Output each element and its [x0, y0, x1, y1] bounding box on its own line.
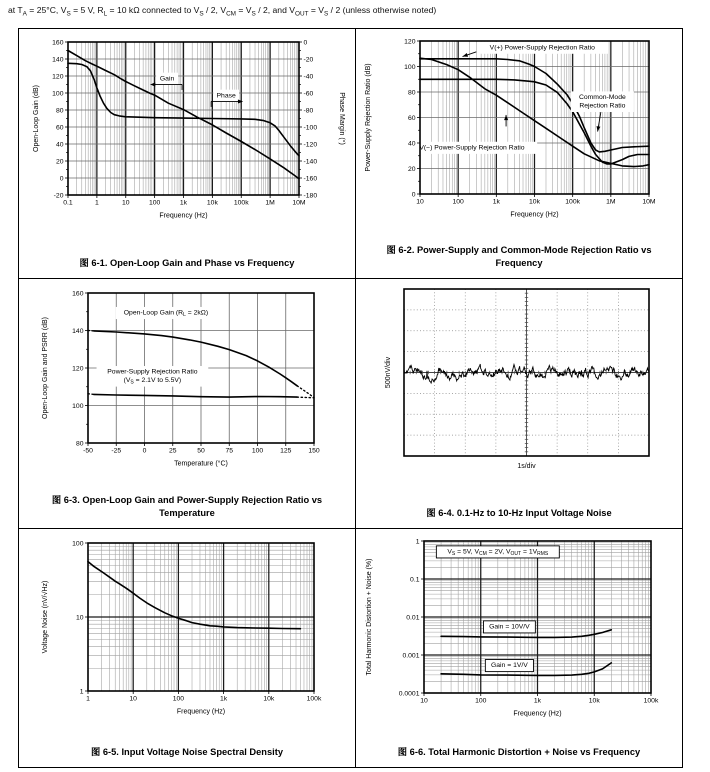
figures-row-2 — [19, 279, 682, 529]
svg-text:10: 10 — [75, 614, 84, 622]
svg-text:160: 160 — [72, 290, 84, 298]
svg-text:1: 1 — [94, 199, 99, 207]
svg-text:10: 10 — [416, 198, 424, 206]
svg-text:10k: 10k — [263, 695, 275, 703]
svg-text:140: 140 — [72, 327, 84, 335]
svg-text:-120: -120 — [303, 141, 318, 149]
y-axis-label: Open-Loop Gain (dB) — [33, 85, 40, 152]
svg-text:100: 100 — [452, 198, 464, 206]
x-axis-label: Temperature (°C) — [174, 460, 228, 468]
plot-figure-6-5 — [41, 540, 322, 715]
svg-text:100: 100 — [72, 540, 84, 548]
svg-text:60: 60 — [407, 114, 416, 122]
figure-cell-6-4 — [356, 279, 682, 528]
plot-figure-6-3 — [42, 290, 320, 467]
svg-text:Gain = 1V/V: Gain = 1V/V — [490, 662, 528, 670]
svg-text:160: 160 — [52, 39, 64, 47]
svg-text:-80: -80 — [303, 107, 314, 115]
svg-text:100: 100 — [251, 447, 264, 455]
svg-text:0.1: 0.1 — [410, 576, 420, 584]
svg-text:Phase: Phase — [216, 92, 236, 100]
x-axis-label: Frequency (Hz) — [176, 708, 226, 716]
svg-text:Common-Mode: Common-Mode — [578, 94, 626, 102]
svg-text:120: 120 — [52, 73, 64, 81]
svg-text:Open-Loop Gain (RL = 2kΩ): Open-Loop Gain $(R_L = 2k\Omega)$ — [123, 309, 209, 319]
svg-text:1k: 1k — [220, 695, 228, 703]
figure-cell-6-1 — [19, 29, 356, 278]
svg-text:1: 1 — [79, 688, 84, 696]
svg-text:140: 140 — [52, 56, 64, 64]
svg-text:80: 80 — [407, 89, 416, 97]
svg-text:-50: -50 — [83, 447, 93, 455]
figure-cell-6-3 — [19, 279, 356, 528]
figure-caption-6-1: 图 6-1. Open-Loop Gain and Phase vs Frequency — [79, 257, 295, 268]
y-axis-label: Power-Supply Rejection Ratio (dB) — [365, 63, 372, 172]
svg-text:1: 1 — [86, 695, 90, 703]
chart-6-3 — [19, 279, 356, 484]
svg-text:150: 150 — [308, 447, 320, 455]
svg-text:25: 25 — [168, 447, 177, 455]
svg-text:100: 100 — [72, 402, 84, 410]
figure-6-6-annotation-0 — [436, 546, 559, 558]
figure-caption-6-5: 图 6-5. Input Voltage Noise Spectral Density — [90, 746, 283, 757]
svg-text:100: 100 — [475, 697, 487, 705]
plot-figure-6-6 — [366, 538, 659, 717]
x-axis-label: Frequency (Hz) — [510, 211, 559, 219]
svg-text:20: 20 — [407, 165, 416, 173]
svg-text:0.01: 0.01 — [406, 614, 420, 622]
y2-axis-label: Phase Margin (°) — [338, 92, 345, 145]
figure-6-3-annotation-0 — [116, 307, 217, 319]
plot-figure-6-2 — [365, 38, 656, 218]
svg-text:100: 100 — [404, 63, 416, 71]
svg-text:-25: -25 — [111, 447, 122, 455]
y-axis-label: Open-Loop Gain and PSRR (dB) — [42, 317, 49, 419]
svg-text:0: 0 — [59, 175, 64, 183]
svg-text:1k: 1k — [179, 199, 188, 207]
svg-text:1: 1 — [415, 538, 420, 546]
plot-figure-6-1 — [33, 39, 346, 219]
curve-psrr-head — [88, 394, 94, 395]
svg-text:-100: -100 — [303, 124, 318, 132]
chart-6-5 — [19, 529, 356, 734]
svg-text:-20: -20 — [303, 56, 314, 64]
x-axis-label: Frequency (Hz) — [513, 710, 562, 718]
figures-row-1 — [19, 29, 682, 279]
chart-6-4 — [356, 279, 684, 484]
svg-text:10M: 10M — [292, 199, 306, 207]
svg-text:1M: 1M — [265, 199, 275, 207]
figure-6-2-annotation-3 — [504, 115, 508, 126]
svg-text:120: 120 — [404, 38, 416, 46]
figure-6-6-annotation-1 — [483, 621, 535, 633]
test-conditions-header: at $T_A = 25^\circ C$, $V_S = 5$ V, $R_L = 10$ kΩ connected to $V_S / 2$, $V_{CM} = V_S / 2$, and $V_{OUT} = V_S / 2$ (unless otherwise noted) — [8, 5, 437, 18]
figures-grid — [18, 28, 683, 768]
y-axis-label: Total Harmonic Distortion + Noise (%) — [366, 558, 373, 676]
figure-6-6-annotation-2 — [485, 660, 533, 672]
svg-text:100: 100 — [52, 90, 64, 98]
svg-text:0.0001: 0.0001 — [398, 690, 420, 698]
y-axis-label: 500nV/div — [385, 356, 392, 389]
svg-text:100k: 100k — [565, 198, 581, 206]
figure-6-3-annotation-1 — [97, 366, 209, 387]
svg-text:40: 40 — [407, 140, 416, 148]
figures-row-3 — [19, 529, 682, 767]
figure-caption-6-6: 图 6-6. Total Harmonic Distortion + Noise vs Frequency — [397, 746, 641, 757]
svg-text:0.1: 0.1 — [63, 199, 73, 207]
svg-text:0: 0 — [142, 447, 147, 455]
figure-caption-6-3: 图 6-3. Open-Loop Gain and Power-Supply Rejection Ratio vs Temperature — [51, 495, 323, 518]
curve-psrr — [94, 394, 297, 397]
svg-text:V(+) Power-Supply Rejection Ra: V(+) Power-Supply Rejection Ratio — [489, 44, 595, 52]
chart-6-2 — [356, 29, 684, 234]
svg-text:10: 10 — [121, 199, 130, 207]
svg-text:10k: 10k — [529, 198, 540, 206]
svg-text:-20: -20 — [53, 192, 64, 200]
svg-text:100k: 100k — [643, 697, 659, 705]
svg-text:75: 75 — [225, 447, 234, 455]
figure-cell-6-5 — [19, 529, 356, 767]
svg-text:Gain: Gain — [159, 75, 175, 83]
svg-text:10: 10 — [420, 697, 428, 705]
svg-text:0.001: 0.001 — [402, 652, 420, 660]
figure-6-2-annotation-2 — [407, 142, 537, 154]
svg-text:10k: 10k — [206, 199, 218, 207]
svg-text:125: 125 — [280, 447, 292, 455]
svg-text:-160: -160 — [303, 175, 318, 183]
svg-text:1k: 1k — [533, 697, 542, 705]
svg-text:-140: -140 — [303, 158, 318, 166]
plot-figure-6-4 — [385, 289, 649, 470]
svg-text:0: 0 — [411, 191, 416, 199]
chart-6-1 — [19, 29, 356, 234]
svg-text:120: 120 — [72, 365, 84, 373]
svg-text:20: 20 — [55, 158, 64, 166]
svg-text:40: 40 — [55, 141, 64, 149]
x-axis-label: 1s/div — [517, 463, 536, 470]
svg-text:10M: 10M — [642, 198, 656, 206]
svg-text:-60: -60 — [303, 90, 314, 98]
svg-text:80: 80 — [75, 440, 84, 448]
figure-caption-6-4: 图 6-4. 0.1-Hz to 10-Hz Input Voltage Noise — [426, 507, 612, 518]
figure-caption-6-2: 图 6-2. Power-Supply and Common-Mode Rejection Ratio vs Frequency — [386, 245, 652, 268]
svg-text:10k: 10k — [588, 697, 600, 705]
svg-text:1k: 1k — [492, 198, 500, 206]
svg-text:Power-Supply Rejection Ratio: Power-Supply Rejection Ratio — [107, 368, 198, 376]
svg-text:VS = 5V, VCM = 2V, VOUT = 1VRM: $V_S = 5V$, $V_{CM} = 2V$, $V_{OUT} = 1V_{RMS}$ — [447, 548, 549, 557]
svg-text:(VS = 2.1V to 5.5V): ($V_S = 2.1V$ to 5.5V) — [123, 377, 182, 386]
svg-text:100: 100 — [172, 695, 185, 703]
svg-text:0: 0 — [303, 39, 308, 47]
svg-text:50: 50 — [197, 447, 205, 455]
svg-text:Rejection Ratio: Rejection Ratio — [579, 102, 626, 110]
curve-psrr-tail — [297, 397, 314, 398]
curve-open-loop-gain-tail — [297, 386, 314, 398]
svg-text:1M: 1M — [606, 198, 616, 206]
svg-text:100: 100 — [148, 199, 161, 207]
svg-text:60: 60 — [55, 124, 64, 132]
svg-text:10: 10 — [129, 695, 137, 703]
svg-text:100k: 100k — [233, 199, 249, 207]
svg-text:-180: -180 — [303, 192, 318, 200]
svg-text:Gain = 10V/V: Gain = 10V/V — [489, 623, 530, 631]
svg-text:100k: 100k — [306, 695, 322, 703]
y-axis-label: Voltage Noise (nV/√Hz) — [42, 580, 49, 654]
figure-cell-6-2 — [356, 29, 682, 278]
x-axis-label: Frequency (Hz) — [159, 212, 208, 220]
svg-text:-40: -40 — [303, 73, 314, 81]
svg-text:80: 80 — [55, 107, 64, 115]
figure-cell-6-6 — [356, 529, 682, 767]
svg-text:V(−) Power-Supply Rejection Ra: V(−) Power-Supply Rejection Ratio — [419, 144, 525, 152]
chart-6-6 — [356, 529, 684, 734]
